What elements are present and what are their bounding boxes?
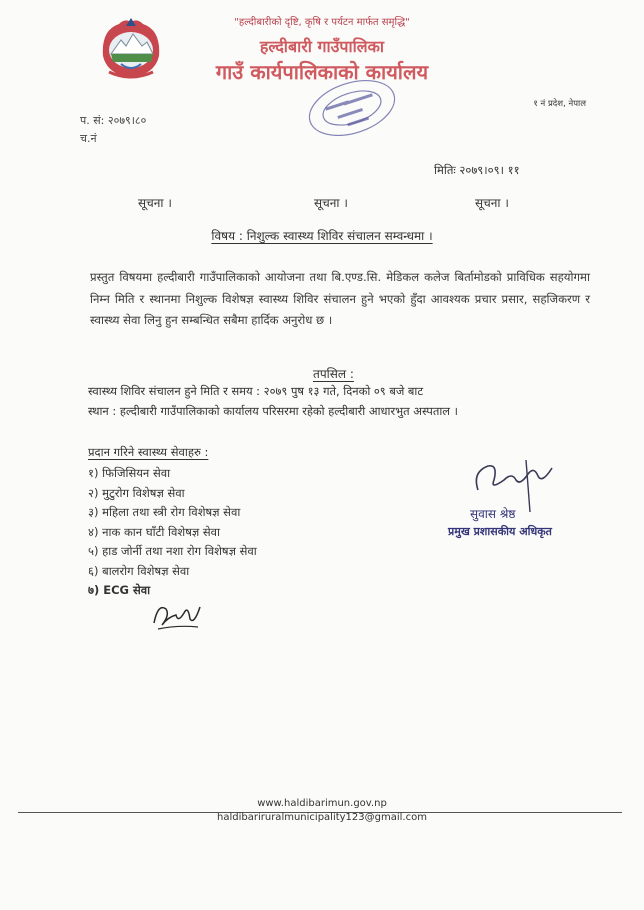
office-name: गाउँ कार्यपालिकाको कार्यालय bbox=[215, 60, 429, 84]
letterhead-tagline: "हल्दीबारीको दृष्टि, कृषि र पर्यटन मार्फत समृद्धि" bbox=[234, 17, 410, 28]
service-item-physician: १) फिजिसियन सेवा bbox=[88, 466, 171, 480]
service-item-orthopedic-neuro: ५) हाड जोर्नी तथा नशा रोग विशेषज्ञ सेवा bbox=[88, 544, 257, 558]
municipality-name: हल्दीबारी गाउँपालिका bbox=[259, 37, 385, 56]
footer-email: haldibariruralmunicipality123@gmail.com bbox=[217, 812, 427, 823]
notice-label-center: सूचना । bbox=[314, 196, 348, 210]
signatory-title: प्रमुख प्रशासकीय अधिकृत bbox=[448, 525, 552, 538]
signatory-name: सुवास श्रेष्ठ bbox=[470, 507, 516, 521]
footer-website: www.haldibarimun.gov.np bbox=[257, 798, 387, 809]
office-stamp bbox=[303, 78, 401, 136]
initials-signature bbox=[148, 595, 206, 635]
service-item-pediatrics: ६) बालरोग विशेषज्ञ सेवा bbox=[88, 563, 190, 578]
service-item-cardiology: २) मुटुरोग विशेषज्ञ सेवा bbox=[88, 485, 185, 500]
details-heading: तपसिल : bbox=[313, 367, 354, 381]
dispatch-number: च.नं bbox=[80, 132, 97, 145]
letter-date: मितिः २०७९।०९। ११ bbox=[434, 163, 520, 177]
services-heading: प्रदान गरिने स्वास्थ्य सेवाहरु : bbox=[88, 445, 209, 459]
services-list bbox=[88, 464, 257, 601]
service-item-ecg: ७) ECG सेवा bbox=[88, 583, 151, 597]
body-paragraph: प्रस्तुत विषयमा हल्दीबारी गाउँपालिकाको आयोजना तथा बि.एण्ड.सि. मेडिकल कलेज बिर्तामोडको प्राविधिक सहयोगमा निम्न मिति र स्थानमा निशुल्क विशेषज्ञ स्वास्थ्य शिविर संचालन हुने भएको हुँदा आवश्यक प्रचार प्रसार, सहजिकरण र स्वास्थ्य सेवा लिनु हुन सम्बन्धित सबैमा हार्दिक अनुरोध छ । bbox=[90, 270, 590, 327]
subject-text: विषय : निशुल्क स्वास्थ्य शिविर संचालन सम्वन्धमा । bbox=[211, 229, 433, 243]
service-item-ent: ४) नाक कान घाँटी विशेषज्ञ सेवा bbox=[88, 524, 221, 539]
notice-label-left: सूचना । bbox=[138, 196, 172, 210]
reference-number: प. सं: २०७९।८० bbox=[80, 114, 147, 127]
event-datetime: स्वास्थ्य शिविर संचालन हुने मिति र समय : २०७९ पुष १३ गते, दिनको ०९ बजे बाट bbox=[88, 384, 424, 398]
service-item-gynecology: ३) महिला तथा स्त्री रोग विशेषज्ञ सेवा bbox=[88, 505, 241, 519]
subject-line bbox=[0, 227, 644, 244]
notice-label-right: सूचना । bbox=[475, 196, 509, 210]
province-label: १ नं प्रदेश, नेपाल bbox=[533, 99, 586, 109]
event-location: स्थान : हल्दीबारी गाउँपालिकाको कार्यालय परिसरमा रहेको हल्दीबारी आधारभुत अस्पताल । bbox=[88, 404, 458, 418]
